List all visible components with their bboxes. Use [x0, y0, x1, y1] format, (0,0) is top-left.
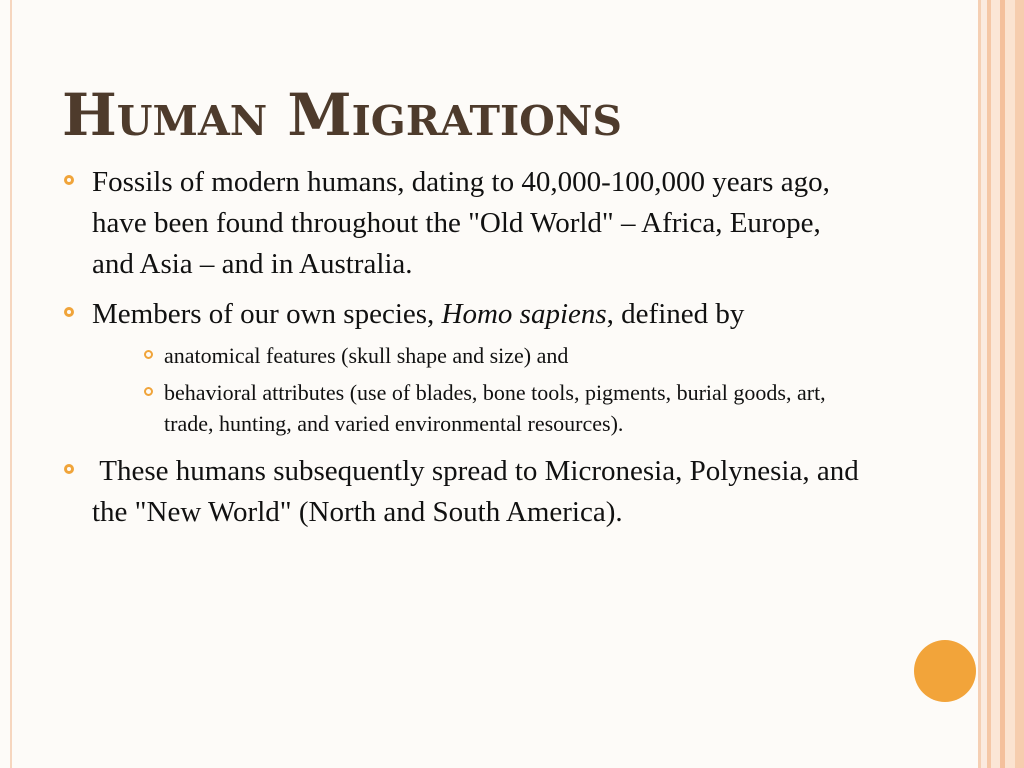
- bullet-text: Fossils of modern humans, dating to 40,000-100,000 years ago, have been found throughout the "Old World" – Africa, Europe, and Asia – and in Australia.: [92, 166, 830, 280]
- bullet-text-before: Members of our own species,: [92, 298, 442, 330]
- right-stripe: [1015, 0, 1024, 768]
- left-border-line: [10, 0, 12, 768]
- slide-title: Human Migrations: [62, 81, 622, 149]
- sub-bullet-circle-icon: [144, 387, 153, 396]
- right-stripe: [1005, 0, 1015, 768]
- slide-body: [60, 162, 866, 542]
- right-stripe: [991, 0, 1000, 768]
- sub-bullet-text: behavioral attributes (use of blades, bone tools, pigments, burial goods, art, trade, hunting, and varied environmental resources).: [164, 380, 826, 436]
- bullet-text: These humans subsequently spread to Micronesia, Polynesia, and the "New World" (North and South America).: [92, 455, 866, 528]
- sub-bullet-item: [60, 377, 860, 439]
- bullet-text-after: , defined by: [606, 298, 745, 330]
- decorative-circle-icon: [914, 640, 976, 702]
- species-name-italic: Homo sapiens: [441, 298, 607, 330]
- bullet-item: [60, 294, 860, 335]
- sub-bullet-item: [60, 340, 860, 371]
- sub-bullet-circle-icon: [144, 350, 153, 359]
- sub-bullet-list: [60, 340, 860, 439]
- bullet-circle-icon: [64, 464, 74, 474]
- bullet-item: [60, 451, 866, 533]
- bullet-circle-icon: [64, 307, 74, 317]
- bullet-item: [60, 162, 860, 285]
- sub-bullet-text: anatomical features (skull shape and size) and: [164, 343, 569, 368]
- bullet-circle-icon: [64, 175, 74, 185]
